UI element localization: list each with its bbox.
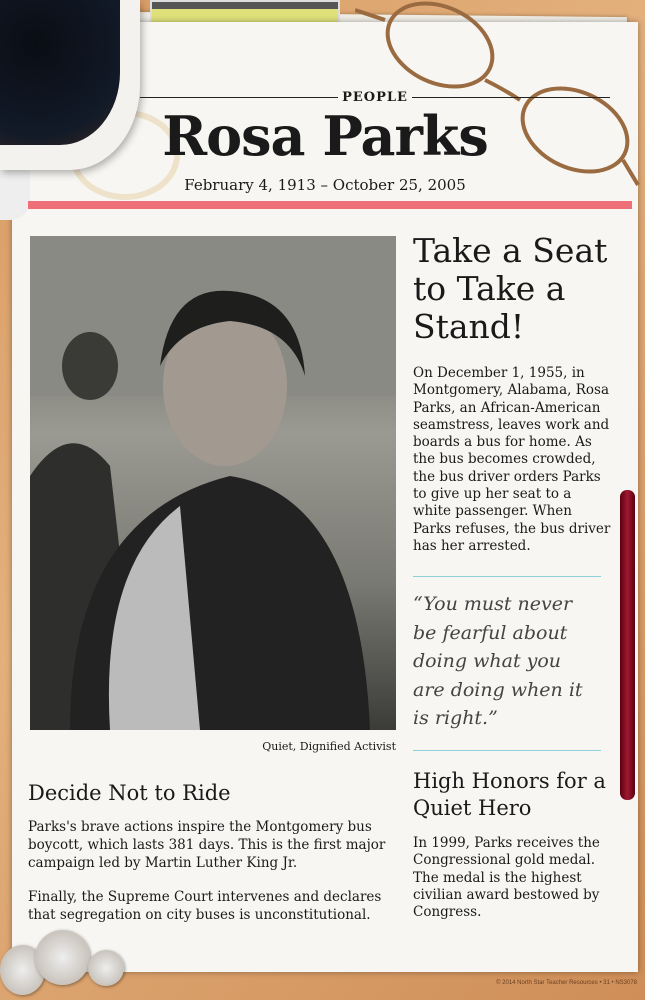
ride-body-1: Parks's brave actions inspire the Montgomery bus boycott, which lasts 381 days. This is the first major campaign led by Martin Luther King Jr.	[28, 819, 386, 871]
life-dates: February 4, 1913 – October 25, 2005	[184, 176, 466, 194]
ride-body-2: Finally, the Supreme Court intervenes and declares that segregation on city buses is unconstitutional.	[28, 889, 382, 923]
copyright: © 2014 North Star Teacher Resources • 31 • NS3078	[496, 980, 637, 986]
section-text: PEOPLE	[338, 90, 412, 105]
photo-caption: Quiet, Dignified Activist	[262, 740, 396, 753]
coffee	[0, 0, 120, 145]
page-title: Rosa Parks	[162, 104, 488, 168]
portrait-photo	[30, 236, 396, 730]
divider	[413, 576, 601, 577]
accent-bar	[28, 201, 632, 209]
coin-icon	[88, 950, 124, 986]
ride-heading: Decide Not to Ride	[28, 781, 231, 805]
coin-icon	[35, 930, 90, 985]
seat-heading: Take a Seat to Take a Stand!	[413, 231, 608, 346]
seat-body: On December 1, 1955, in Montgomery, Alabama, Rosa Parks, an African-American seamstress, leaves work and boards a bus for home. As the bus becomes crowded, the bus driver orders Parks to give up her seat to a white passenger. When Parks refuses, the bus driver has her arrested.	[413, 365, 611, 554]
pen-icon	[620, 490, 635, 800]
portrait-illustration	[30, 236, 396, 730]
divider	[413, 750, 601, 751]
cup-handle	[0, 170, 30, 220]
quote: “You must never be fearful about doing what you are doing when it is right.”	[413, 593, 583, 729]
honors-heading: High Honors for a Quiet Hero	[413, 769, 606, 820]
honors-body: In 1999, Parks receives the Congressional gold medal. The medal is the highest civilian award bestowed by Congress.	[413, 835, 600, 921]
